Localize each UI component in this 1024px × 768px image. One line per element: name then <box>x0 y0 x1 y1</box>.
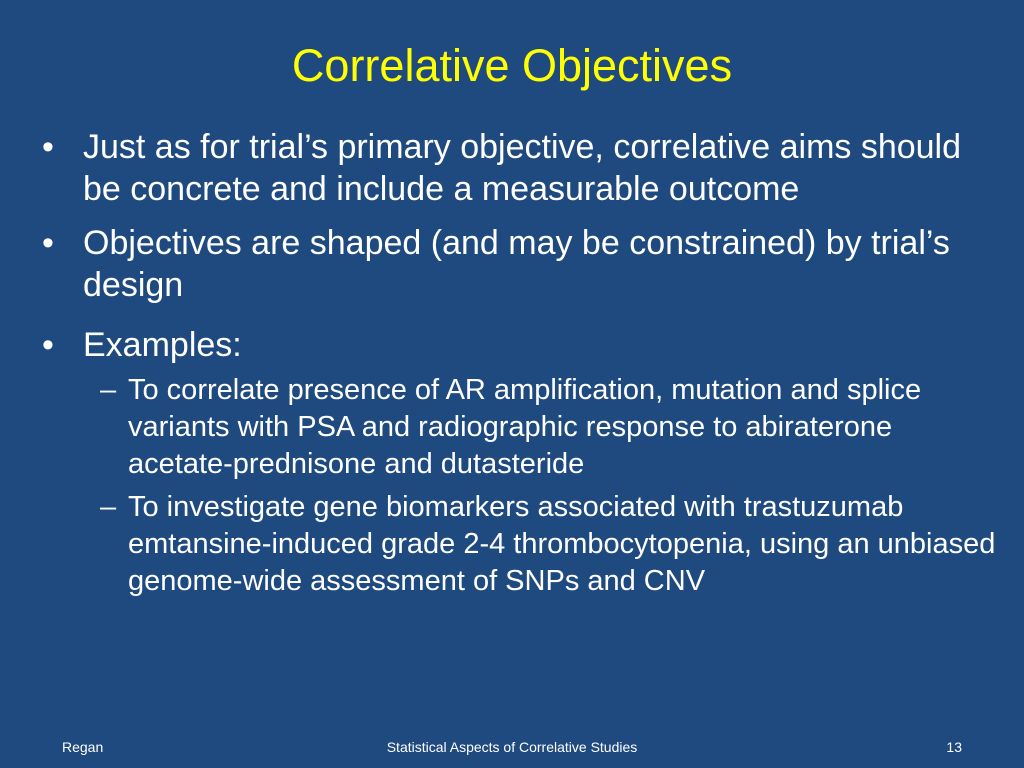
bullet-text: Examples: <box>83 326 242 364</box>
footer-author: Regan <box>62 739 104 755</box>
slide-content <box>40 126 1000 600</box>
bullet-item <box>40 126 1000 210</box>
bullet-marker: • <box>42 224 54 262</box>
sub-bullet-item <box>40 372 1000 483</box>
sub-bullet-text: To correlate presence of AR amplification, mutation and splice variants with PSA and radiographic response to abiraterone acetate-prednisone and dutasteride <box>128 374 922 480</box>
bullet-text: Just as for trial’s primary objective, correlative aims should be concrete and include a measurable outcome <box>83 128 962 208</box>
footer-presentation-title: Statistical Aspects of Correlative Studies <box>386 739 638 755</box>
footer-page-number: 13 <box>946 739 962 755</box>
bullet-text: Objectives are shaped (and may be constrained) by trial’s design <box>83 224 950 304</box>
slide-title: Correlative Objectives <box>291 40 733 91</box>
bullet-marker: • <box>42 326 54 364</box>
sub-bullet-marker: – <box>100 374 117 406</box>
bullet-marker: • <box>42 128 54 166</box>
bullet-item <box>40 222 1000 306</box>
sub-bullet-text: To investigate gene biomarkers associated with trastuzumab emtansine-induced grade 2-4 thrombocytopenia, using an unbiased genome-wide assessment of SNPs and CNV <box>128 491 996 597</box>
sub-bullet-list <box>40 372 1000 600</box>
bullet-item <box>40 324 1000 366</box>
sub-bullet-marker: – <box>100 491 117 523</box>
sub-bullet-item <box>40 489 1000 600</box>
